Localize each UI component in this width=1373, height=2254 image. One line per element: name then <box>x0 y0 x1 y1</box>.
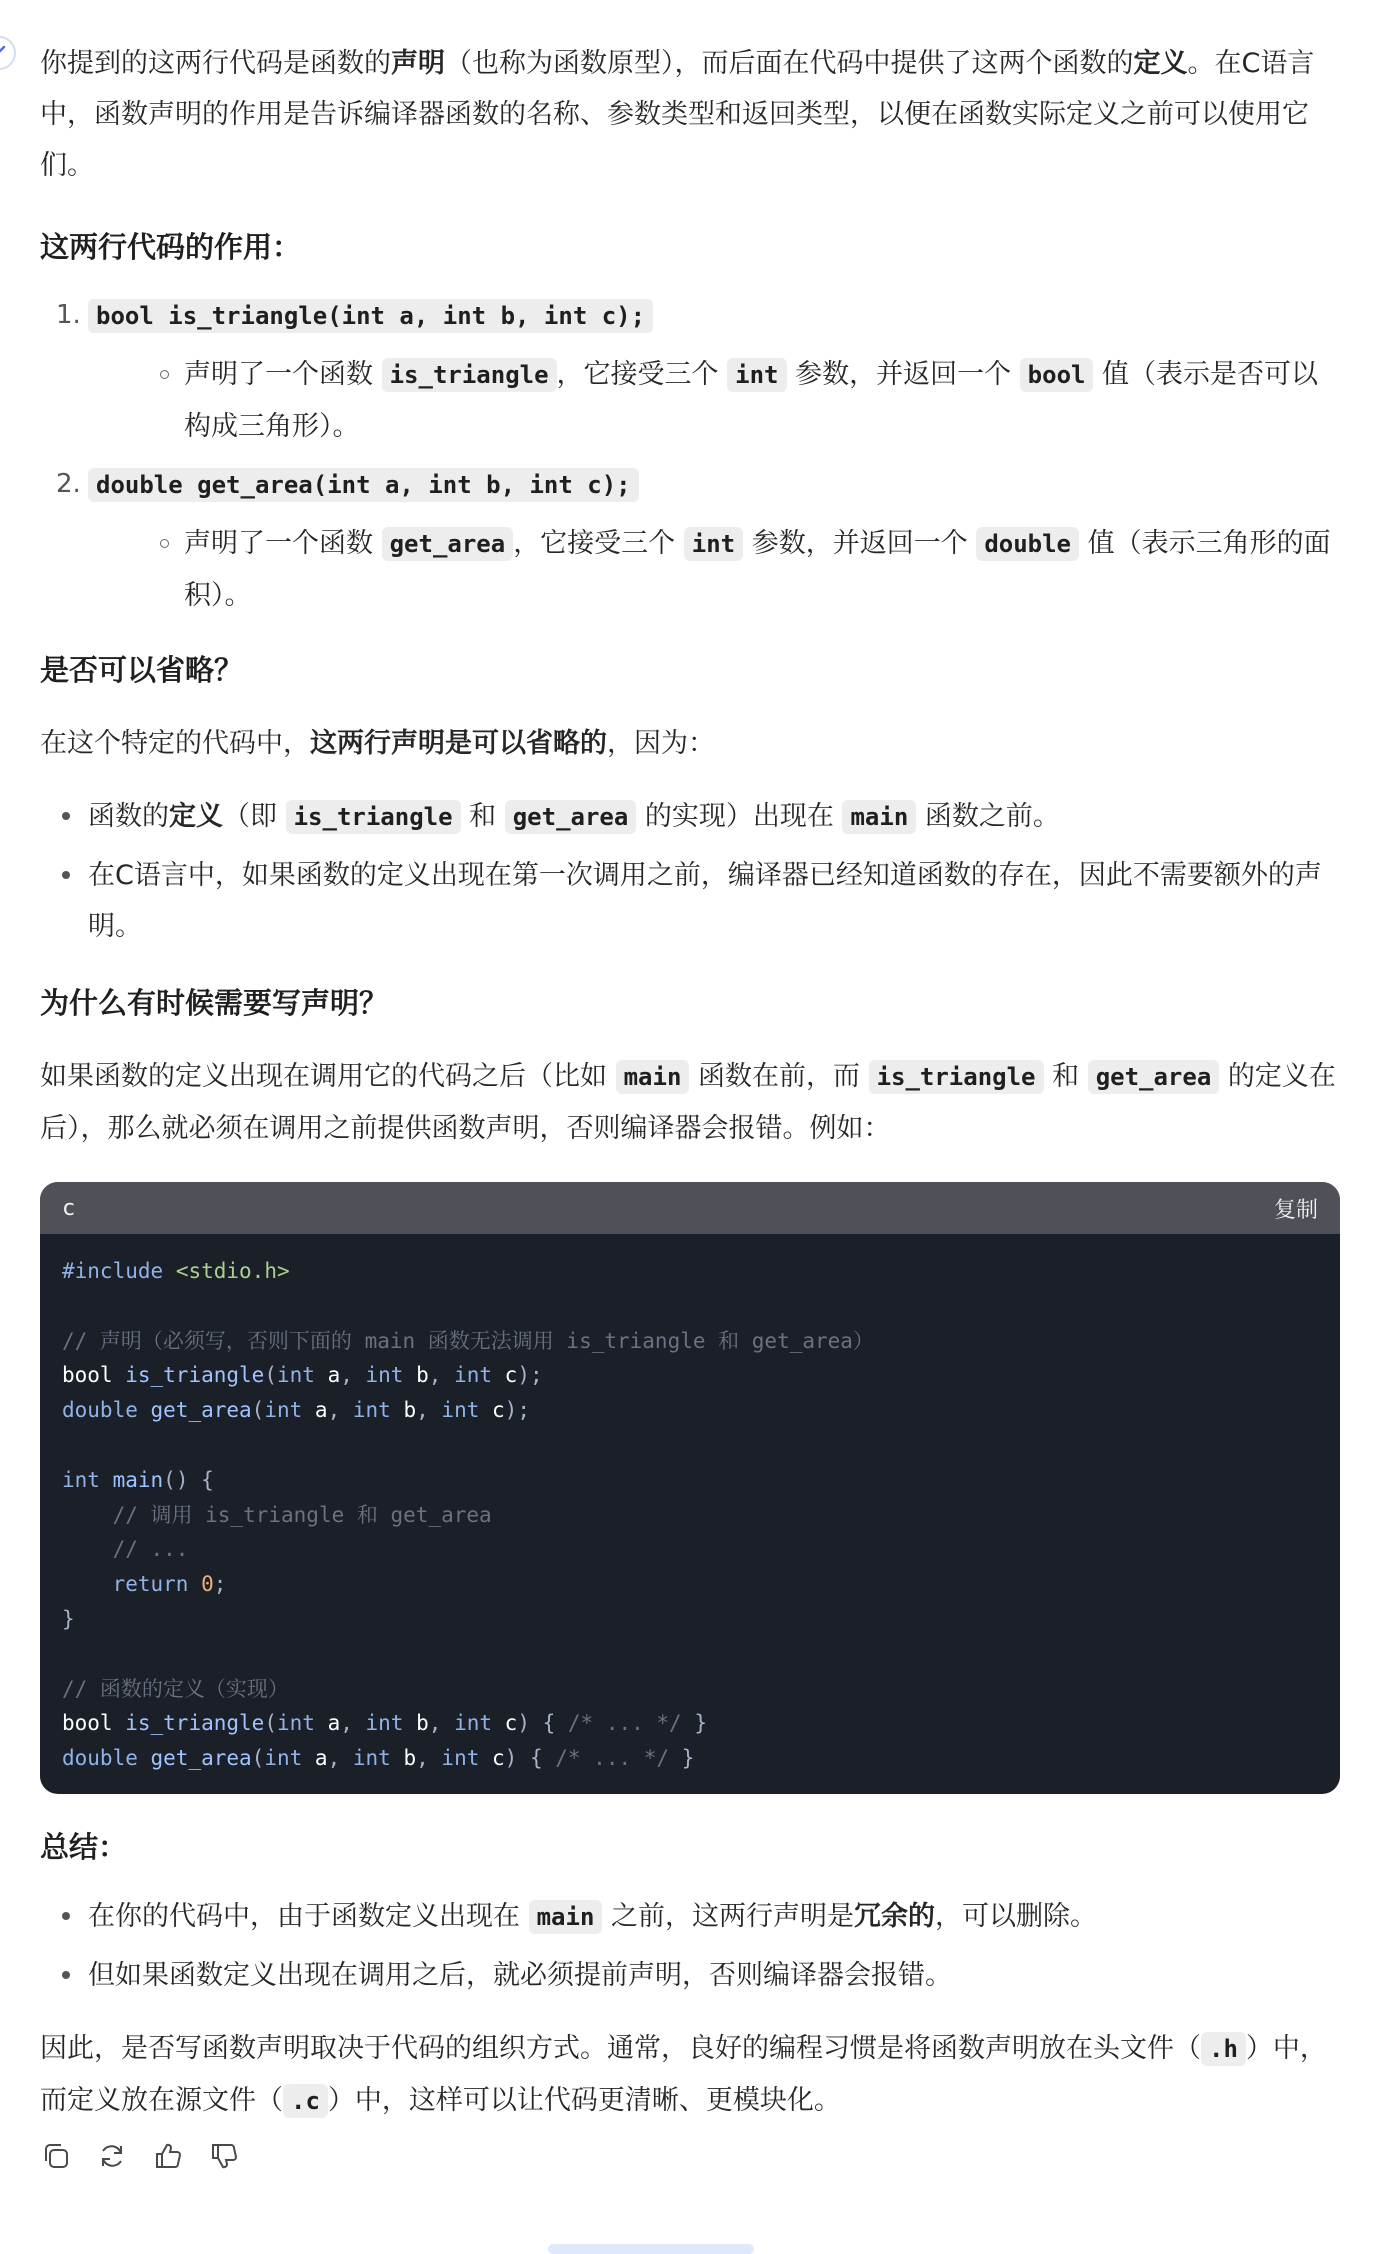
text: 如果函数的定义出现在调用它的代码之后（比如 <box>40 1061 616 1092</box>
code-token: int <box>352 1398 391 1423</box>
refresh-icon <box>97 2141 127 2171</box>
code-token: #include <box>62 1259 164 1283</box>
code-token: int <box>276 1363 315 1388</box>
code-token: return <box>112 1572 189 1597</box>
code-token: bool <box>62 1711 113 1736</box>
text: ）中，这样可以让代码更清晰、更模块化。 <box>327 2084 841 2116</box>
code-token: int <box>454 1711 492 1736</box>
text: 之前，这两行声明是 <box>602 1900 854 1932</box>
code-comment: // 函数的定义（实现） <box>62 1676 289 1701</box>
dislike-button[interactable] <box>208 2140 240 2172</box>
code-token: get_area <box>150 1398 252 1423</box>
code-comment: /* ... */ <box>555 1746 670 1771</box>
code-token: a <box>314 1398 328 1423</box>
text: 参数，并返回一个 <box>786 359 1020 390</box>
code-token: b <box>416 1363 429 1388</box>
code-token: int <box>264 1398 303 1423</box>
text: 声明了一个函数 <box>184 528 382 559</box>
section-heading-why: 为什么有时候需要写声明？ <box>40 986 389 1020</box>
list-number: 1. <box>56 300 81 330</box>
list-item <box>40 459 1340 621</box>
code-token: get_area <box>150 1746 252 1771</box>
text: 在这个特定的代码中， <box>40 728 310 759</box>
text: 在C语言中，如果函数的定义出现在第一次调用之前，编译器已经知道函数的存在，因此不需要额外的声明。 <box>88 860 1322 942</box>
text: 函数的 <box>88 801 169 832</box>
list-item <box>40 791 1340 843</box>
code-token: int <box>441 1398 480 1423</box>
copy-message-button[interactable] <box>40 2140 72 2172</box>
code-token: a <box>314 1746 328 1771</box>
code-token: c <box>504 1711 518 1736</box>
code-token: 0 <box>201 1572 214 1597</box>
like-button[interactable] <box>152 2140 184 2172</box>
code-token: a <box>327 1363 341 1388</box>
text: 值（表示三角形的面积）。 <box>184 528 1331 611</box>
text: 声明了一个函数 <box>184 359 382 390</box>
inline-code: double <box>976 527 1079 561</box>
text: 的定义在后），那么就必须在调用之前提供函数声明，否则编译器会报错。例如： <box>40 1061 1336 1144</box>
list-item <box>40 290 1340 452</box>
code-comment: // 调用 is_triangle 和 get_area <box>112 1502 492 1527</box>
text: 在你的代码中，由于函数定义出现在 <box>88 1900 529 1932</box>
inline-code: is_triangle <box>869 1060 1044 1094</box>
text: 的实现）出现在 <box>636 801 843 832</box>
code-token: a <box>327 1711 341 1736</box>
omit-paragraph <box>40 718 1340 769</box>
thumbs-up-icon <box>153 2141 183 2171</box>
section-heading-summary: 总结： <box>40 1829 128 1864</box>
inline-code: main <box>529 1900 603 1934</box>
thumbs-down-icon <box>209 2141 239 2171</box>
inline-code: .h <box>1201 2032 1246 2066</box>
sub-list <box>88 349 1340 452</box>
section-heading-omit: 是否可以省略？ <box>40 653 244 687</box>
code-line <box>62 1672 1318 1707</box>
inline-code: double get_area(int a, int b, int c); <box>88 468 639 502</box>
code-block-header <box>40 1182 1340 1234</box>
purpose-list <box>40 290 1340 621</box>
inline-code: .c <box>283 2084 328 2118</box>
inline-code: main <box>842 800 916 834</box>
text: 和 <box>460 801 505 832</box>
bold-text: 定义 <box>169 801 223 832</box>
code-line <box>62 1637 1318 1672</box>
code-token: is_triangle <box>125 1711 265 1736</box>
code-token: int <box>276 1711 315 1736</box>
omit-bullet-list <box>40 791 1340 952</box>
why-paragraph <box>40 1051 1340 1154</box>
inline-code: int <box>684 527 743 561</box>
code-token: double <box>62 1746 138 1771</box>
code-line: } <box>62 1606 75 1631</box>
inline-code: get_area <box>382 527 514 561</box>
text: ，它接受三个 <box>556 359 728 390</box>
code-token: b <box>416 1711 429 1736</box>
intro-bold-declaration: 声明 <box>391 48 445 79</box>
code-line: bool is_triangle(int a, int b, int c) { /* ... */ } <box>62 1711 707 1736</box>
copy-code-button[interactable]: 复制 <box>1273 1197 1318 1223</box>
intro-text: 你提到的这两行代码是函数的 <box>40 48 391 79</box>
inline-code: get_area <box>505 800 637 834</box>
text: 参数，并返回一个 <box>743 528 977 559</box>
code-token: int <box>62 1467 100 1492</box>
code-line: int main() { <box>62 1467 214 1492</box>
code-comment: // 声明（必须写，否则下面的 main 函数无法调用 is_triangle 和 get_area） <box>62 1328 874 1353</box>
code-token: int <box>365 1711 404 1736</box>
copy-icon <box>41 2141 71 2171</box>
code-token: c <box>492 1746 505 1771</box>
inline-code: int <box>727 358 786 392</box>
code-token: <stdio.h> <box>175 1259 290 1283</box>
final-paragraph <box>40 2023 1340 2127</box>
inline-code: is_triangle <box>382 358 557 392</box>
code-line: return 0; <box>112 1572 227 1597</box>
code-token: int <box>352 1746 391 1771</box>
sub-list-item <box>136 349 1340 452</box>
code-line <box>62 1532 1318 1567</box>
code-comment: // ... <box>112 1537 189 1562</box>
inline-code: bool is_triangle(int a, int b, int c); <box>88 299 653 333</box>
code-line: double get_area(int a, int b, int c); <box>62 1398 530 1423</box>
code-token: b <box>403 1746 417 1771</box>
code-token: int <box>264 1746 303 1771</box>
code-comment: /* ... */ <box>567 1711 682 1736</box>
assistant-message <box>40 38 1340 2127</box>
code-token: double <box>62 1398 138 1423</box>
text: （即 <box>223 801 286 832</box>
code-token: main <box>112 1467 164 1492</box>
text: ，可以删除。 <box>934 1900 1097 1932</box>
code-token: c <box>504 1363 518 1388</box>
scroll-indicator <box>548 2244 754 2254</box>
intro-paragraph <box>40 38 1340 191</box>
section-heading-purpose: 这两行代码的作用： <box>40 230 302 264</box>
list-item <box>40 1891 1340 1943</box>
inline-code: bool <box>1020 358 1094 392</box>
code-token: int <box>365 1363 404 1388</box>
regenerate-button[interactable] <box>96 2140 128 2172</box>
code-token: b <box>403 1398 417 1423</box>
inline-code: main <box>616 1060 690 1094</box>
code-block <box>40 1182 1340 1794</box>
text: 函数之前。 <box>916 801 1060 832</box>
text: 因此，是否写函数声明取决于代码的组织方式。通常，良好的编程习惯是将函数声明放在头文件（ <box>40 2032 1201 2064</box>
list-number: 2. <box>56 469 81 499</box>
sub-list-item <box>136 518 1340 621</box>
code-line: double get_area(int a, int b, int c) { /* ... */ } <box>62 1746 695 1771</box>
bold-text: 冗余的 <box>853 1900 935 1932</box>
bold-text: 这两行声明是可以省略的 <box>310 728 607 759</box>
sub-list <box>88 518 1340 621</box>
text: 但如果函数定义出现在调用之后，就必须提前声明，否则编译器会报错。 <box>88 1959 952 1991</box>
code-token: int <box>441 1746 480 1771</box>
code-line <box>62 1428 1318 1463</box>
code-language-label: c <box>62 1195 76 1221</box>
code-line: bool is_triangle(int a, int b, int c); <box>62 1363 543 1388</box>
intro-bold-definition: 定义 <box>1133 48 1188 79</box>
text: ，因为： <box>607 728 715 759</box>
text: ）中，而定义放在源文件（ <box>40 2032 1327 2116</box>
message-actions <box>40 2140 240 2172</box>
text: 函数在前，而 <box>689 1061 869 1092</box>
code-line <box>62 1254 1318 1289</box>
summary-bullet-list <box>40 1891 1340 2001</box>
code-line <box>62 1324 1318 1359</box>
code-token: c <box>492 1398 505 1423</box>
code-token: is_triangle <box>125 1363 265 1388</box>
text: 和 <box>1043 1061 1088 1092</box>
code-token: bool <box>62 1363 113 1388</box>
code-token: int <box>454 1363 492 1388</box>
inline-code: get_area <box>1088 1060 1220 1094</box>
assistant-logo-icon <box>0 44 6 60</box>
intro-text: 。在C语言中，函数声明的作用是告诉编译器函数的名称、参数类型和返回类型，以便在函数实际定义之前可以使用它们。 <box>40 48 1315 181</box>
list-item <box>40 1950 1340 2001</box>
inline-code: is_triangle <box>286 800 461 834</box>
code-line <box>62 1289 1318 1324</box>
text: ，它接受三个 <box>513 528 684 559</box>
intro-text: （也称为函数原型），而后面在代码中提供了这两个函数的 <box>445 48 1134 79</box>
assistant-avatar <box>0 36 16 70</box>
code-body <box>40 1234 1340 1794</box>
list-item <box>40 850 1340 952</box>
text: 值（表示是否可以构成三角形）。 <box>184 359 1319 442</box>
code-line <box>62 1498 1318 1533</box>
